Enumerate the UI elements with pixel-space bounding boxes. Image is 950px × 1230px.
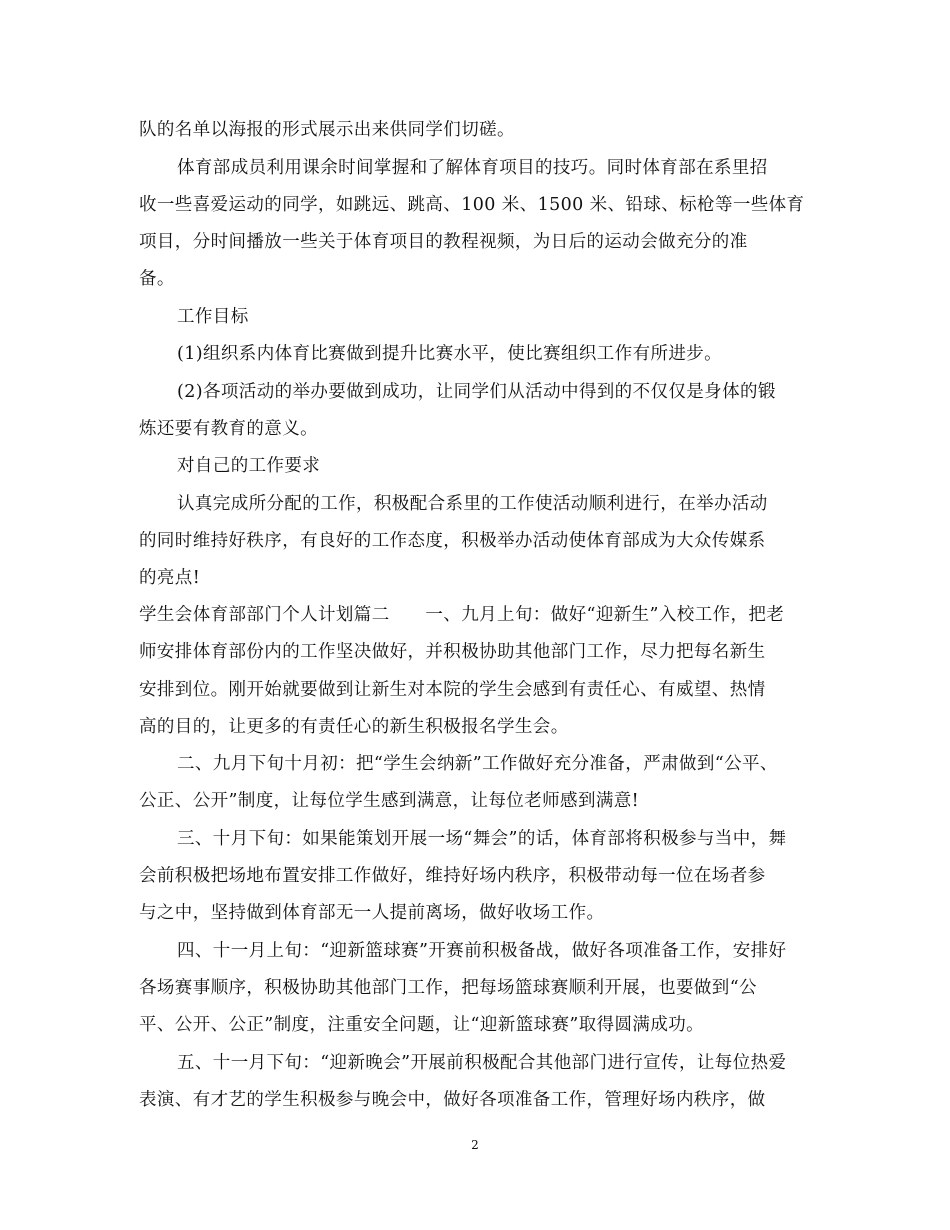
page-number: 2 bbox=[471, 1138, 479, 1152]
text-line: 二、九月下旬十月初：把“学生会纳新”工作做好充分准备，严肃做到“公平、 bbox=[177, 754, 778, 774]
text-line: 队的名单以海报的形式展示出来供同学们切磋。 bbox=[139, 120, 515, 140]
text-line: 会前积极把场地布置安排工作做好，维持好场内秩序，积极带动每一位在场者参 bbox=[139, 866, 766, 886]
text-line: 各场赛事顺序，积极协助其他部门工作，把每场篮球赛顺利开展，也要做到“公 bbox=[139, 978, 757, 998]
text-line: 认真完成所分配的工作，积极配合系里的工作使活动顺利进行，在举办活动 bbox=[177, 494, 768, 514]
text-line: 学生会体育部部门个人计划篇二 一、九月上旬：做好“迎新生”入校工作，把老 bbox=[139, 605, 785, 625]
section-heading: 工作目标 bbox=[177, 307, 249, 327]
text-line: 高的目的，让更多的有责任心的新生积极报名学生会。 bbox=[139, 717, 569, 737]
text-line: 平、公开、公正”制度，注重安全问题，让“迎新篮球赛”取得圆满成功。 bbox=[139, 1015, 705, 1035]
section-heading: 对自己的工作要求 bbox=[177, 456, 321, 476]
text-line: 的同时维持好秩序，有良好的工作态度，积极举办活动使体育部成为大众传媒系 bbox=[139, 531, 766, 551]
text-line: 五、十一月下旬：“迎新晚会”开展前积极配合其他部门进行宣传，让每位热爱 bbox=[177, 1053, 787, 1073]
text-line: (2)各项活动的举办要做到成功，让同学们从活动中得到的不仅仅是身体的锻 bbox=[177, 382, 776, 402]
text-line: 公正、公开”制度，让每位学生感到满意，让每位老师感到满意! bbox=[139, 791, 640, 811]
text-line: 的亮点! bbox=[139, 568, 201, 588]
text-line: 收一些喜爱运动的同学，如跳远、跳高、100 米、1500 米、铅球、标枪等一些体育 bbox=[139, 195, 805, 215]
text-line: 四、十一月上旬：“迎新篮球赛”开赛前积极备战，做好各项准备工作，安排好 bbox=[177, 941, 787, 961]
text-line: 与之中，坚持做到体育部无一人提前离场，做好收场工作。 bbox=[139, 903, 605, 923]
text-line: 炼还要有教育的意义。 bbox=[139, 419, 318, 439]
text-line: 师安排体育部份内的工作坚决做好，并积极协助其他部门工作，尽力把每名新生 bbox=[139, 642, 766, 662]
text-line: 备。 bbox=[139, 269, 175, 289]
text-line: 表演、有才艺的学生积极参与晚会中，做好各项准备工作，管理好场内秩序，做 bbox=[139, 1090, 766, 1110]
text-line: 体育部成员利用课余时间掌握和了解体育项目的技巧。同时体育部在系里招 bbox=[177, 158, 768, 178]
text-line: 三、十月下旬：如果能策划开展一场“舞会”的话，体育部将积极参与当中，舞 bbox=[177, 829, 787, 849]
text-line: 项目，分时间播放一些关于体育项目的教程视频，为日后的运动会做充分的准 bbox=[139, 232, 748, 252]
text-line: (1)组织系内体育比赛做到提升比赛水平，使比赛组织工作有所进步。 bbox=[177, 344, 723, 364]
text-line: 安排到位。刚开始就要做到让新生对本院的学生会感到有责任心、有威望、热情 bbox=[139, 680, 766, 700]
